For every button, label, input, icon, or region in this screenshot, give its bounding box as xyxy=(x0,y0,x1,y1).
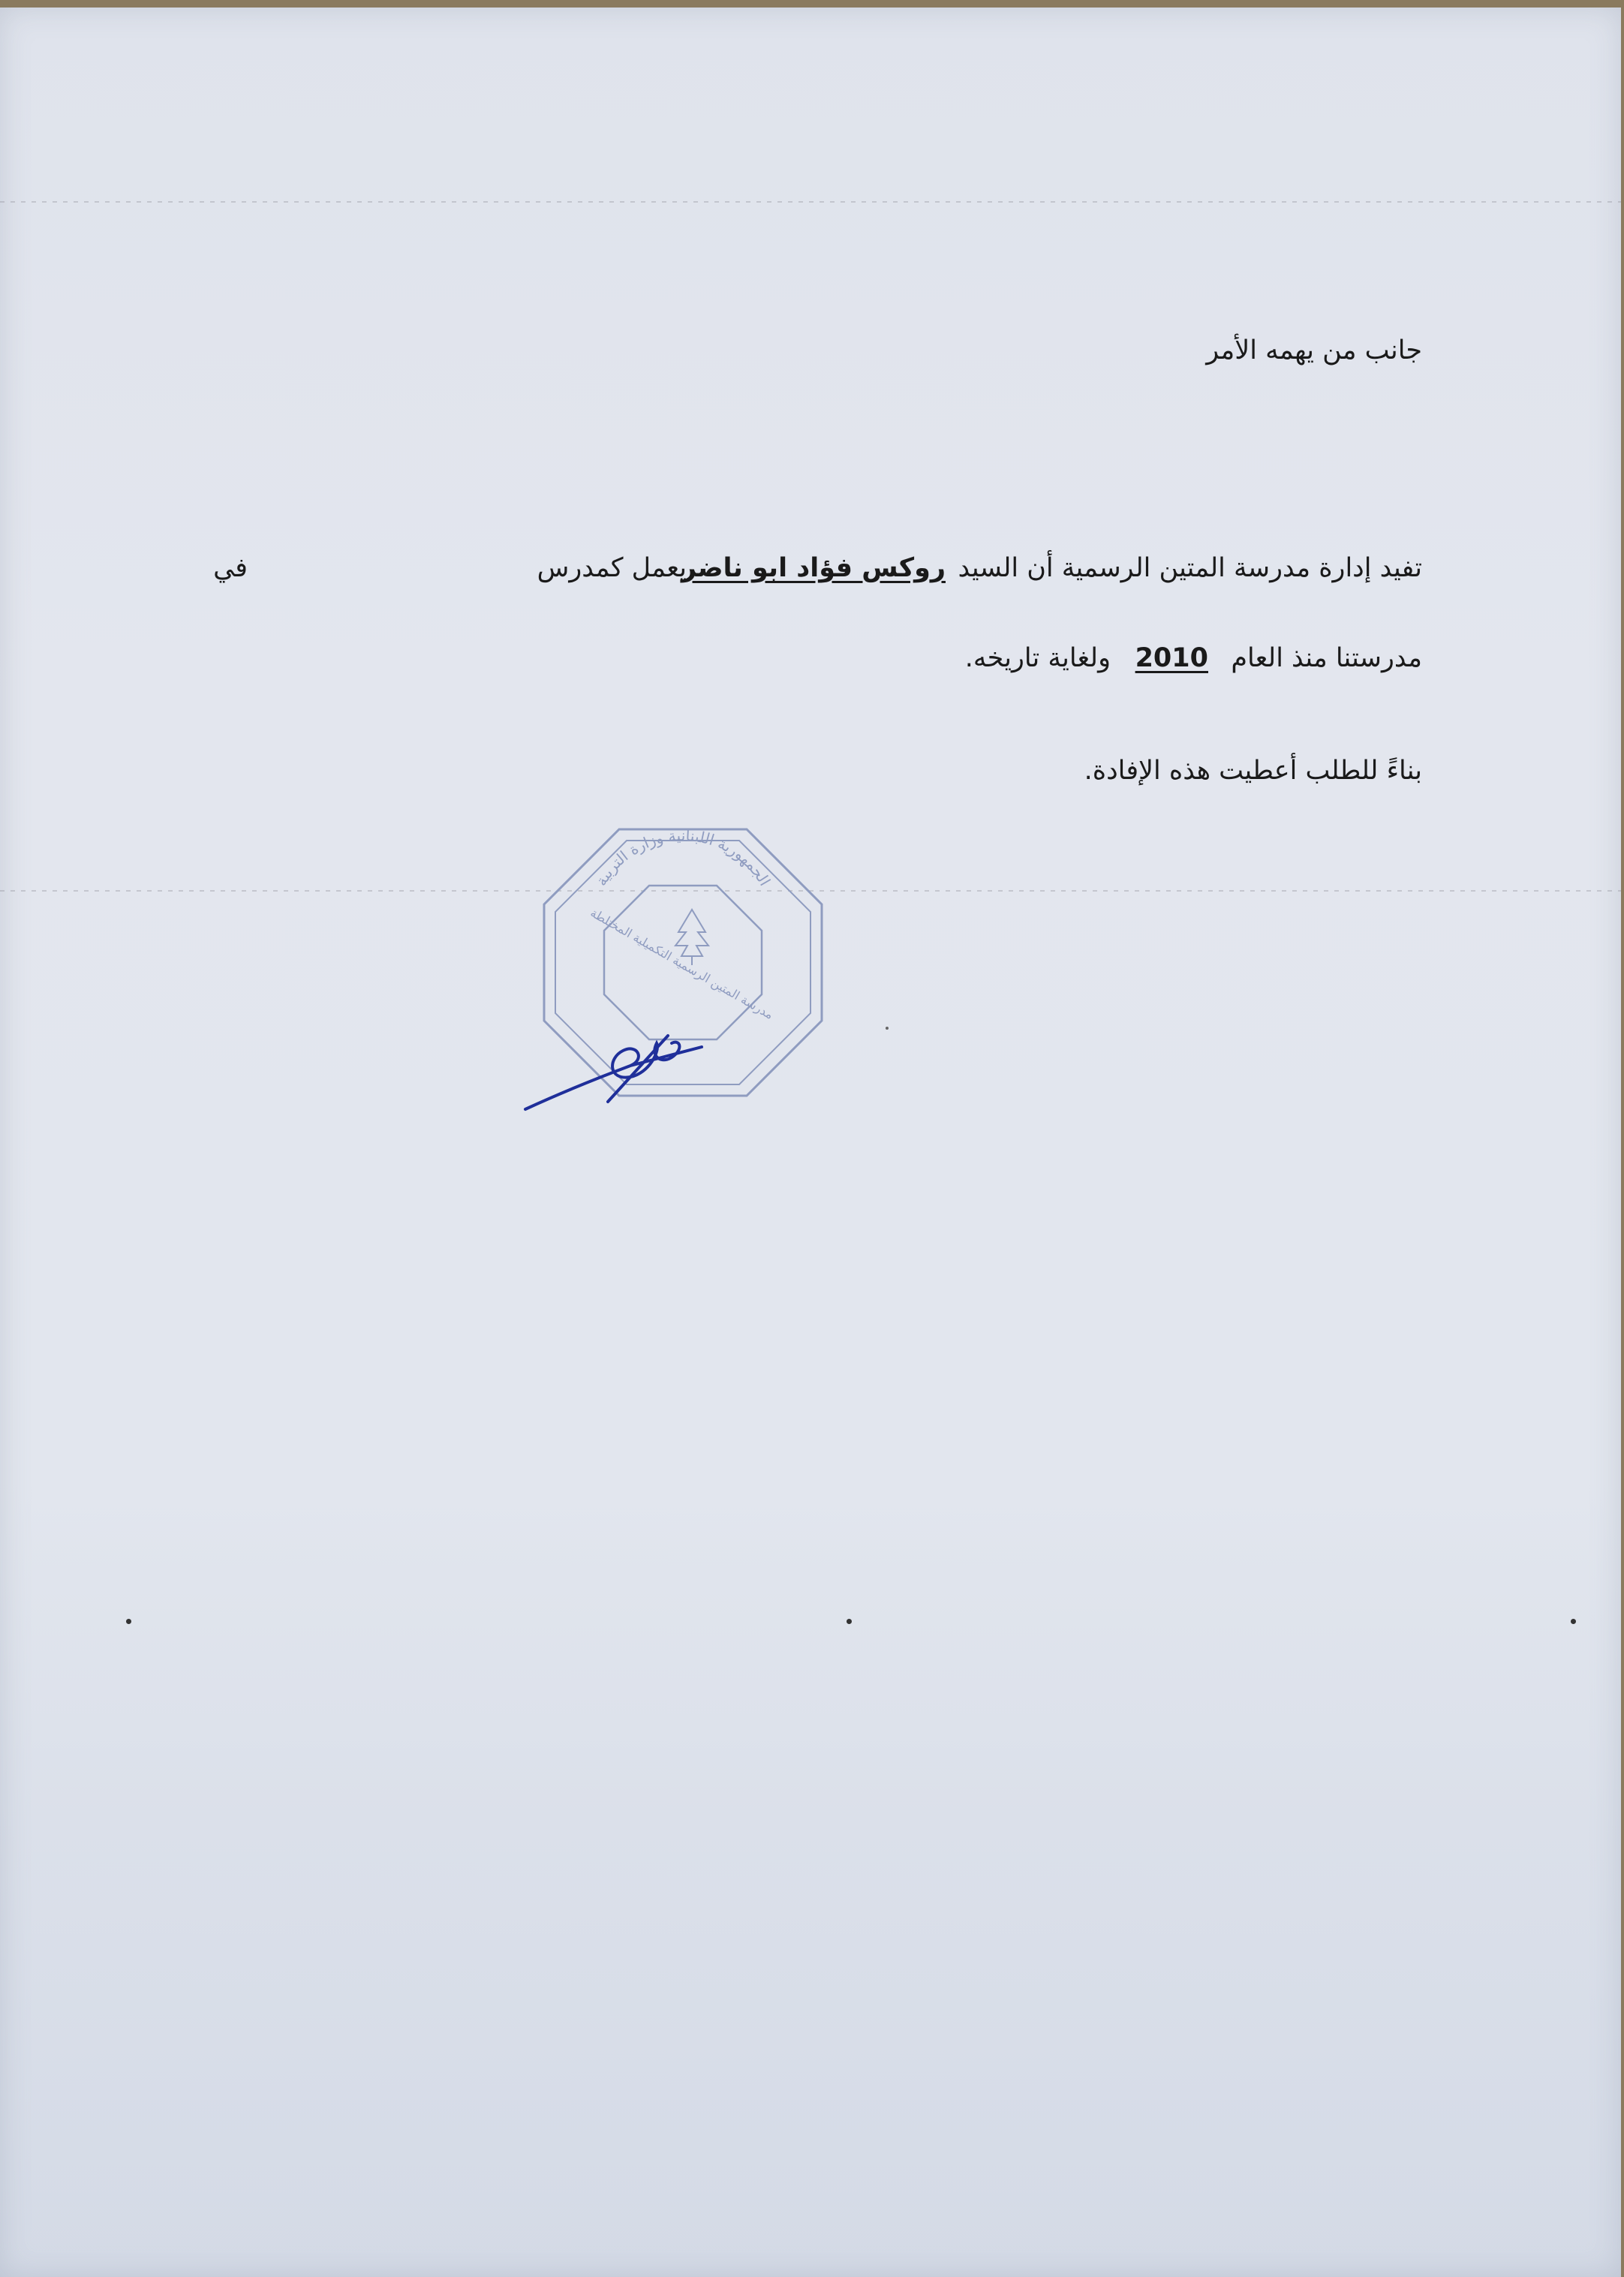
document-page xyxy=(0,8,1621,2277)
punch-dot-left xyxy=(126,1619,131,1624)
until-text: ولغاية تاريخه. xyxy=(964,643,1111,673)
preposition-text: في xyxy=(213,553,248,583)
start-year: 2010 xyxy=(1135,643,1208,673)
cedar-icon xyxy=(675,910,708,965)
role-text: يعمل كمدرس xyxy=(537,553,687,583)
salutation: جانب من يهمه الأمر xyxy=(1206,335,1422,365)
punch-dot-center xyxy=(847,1619,852,1624)
stamp-inner-text: مدرسة المتين الرسمية التكميلية المختلطة xyxy=(588,905,776,1022)
fold-line-top xyxy=(0,201,1621,203)
closing-text: بناءً للطلب أعطيت هذه الإفادة. xyxy=(1084,756,1422,786)
intro-text: تفيد إدارة مدرسة المتين الرسمية أن السيد xyxy=(958,553,1422,583)
signature xyxy=(518,1013,713,1126)
stamp-outer-text: الجمهورية اللبنانية وزارة التربية xyxy=(591,826,774,889)
punch-dot-right xyxy=(1571,1619,1576,1624)
employee-name: روكس فؤاد ابو ناضر xyxy=(681,553,946,583)
speck xyxy=(886,1027,889,1030)
since-text: مدرستنا منذ العام xyxy=(1231,643,1422,673)
svg-text:الجمهورية اللبنانية وزارة التر xyxy=(592,826,774,889)
